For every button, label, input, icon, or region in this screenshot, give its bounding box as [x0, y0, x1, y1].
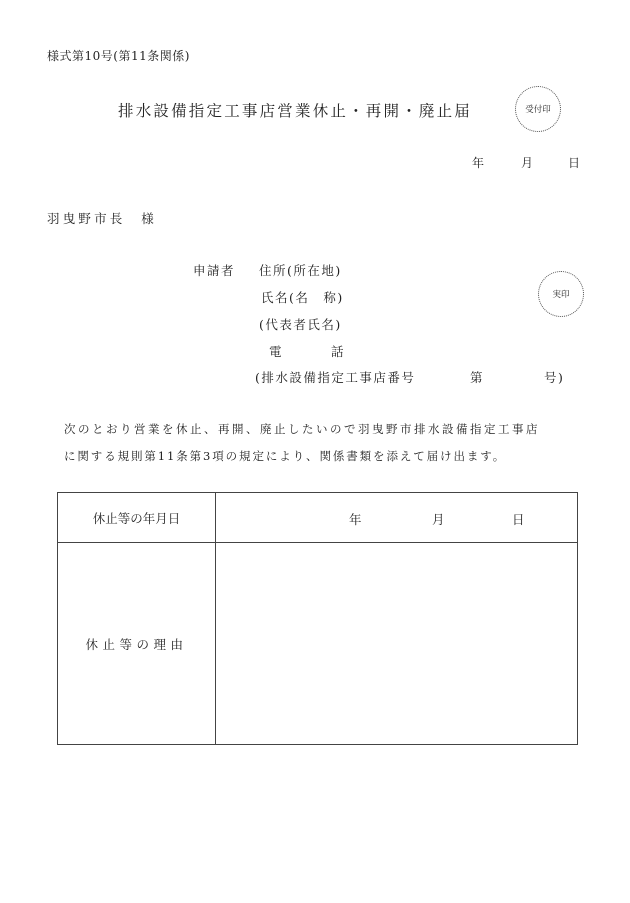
store-number-go: 号) [544, 370, 565, 385]
store-number-dai: 第 [470, 370, 485, 385]
reception-stamp-circle [515, 86, 561, 132]
reception-stamp-label: 受付印 [525, 105, 551, 115]
form-number: 様式第10号(第11条関係) [47, 49, 190, 63]
suspension-date-month: 月 [432, 512, 445, 527]
applicant-address-label: 住所(所在地) [259, 263, 342, 278]
suspension-date-day: 日 [512, 512, 525, 527]
suspension-reason-label: 休止等の理由 [58, 543, 216, 745]
seal-stamp-circle [538, 271, 584, 317]
seal-stamp-label: 実印 [552, 290, 570, 300]
suspension-reason-field[interactable] [216, 543, 578, 745]
suspension-date-field[interactable] [216, 493, 578, 543]
suspension-date-year: 年 [349, 512, 362, 527]
applicant-representative-label: (代表者氏名) [259, 317, 342, 332]
header-date-year: 年 [472, 156, 485, 170]
document-title: 排水設備指定工事店営業休止・再開・廃止届 [118, 102, 473, 120]
body-text-line-1: 次のとおり営業を休止、再開、廃止したいので羽曳野市排水設備指定工事店 [64, 422, 540, 436]
store-number-label: (排水設備指定工事店番号 [255, 370, 416, 385]
applicant-phone-label-1: 電 [269, 344, 284, 359]
applicant-label: 申請者 [193, 263, 236, 278]
applicant-name-label: 氏名(名 称) [261, 290, 344, 305]
header-date-month: 月 [521, 156, 534, 170]
addressee: 羽曳野市長 様 [47, 211, 157, 226]
applicant-phone-label-2: 話 [331, 344, 346, 359]
table-row [58, 493, 578, 543]
suspension-date-label: 休止等の年月日 [58, 493, 216, 543]
body-text-line-2: に関する規則第11条第3項の規定により、関係書類を添えて届け出ます。 [64, 449, 507, 463]
header-date-day: 日 [568, 156, 581, 170]
suspension-table [57, 492, 578, 745]
table-row [58, 543, 578, 745]
